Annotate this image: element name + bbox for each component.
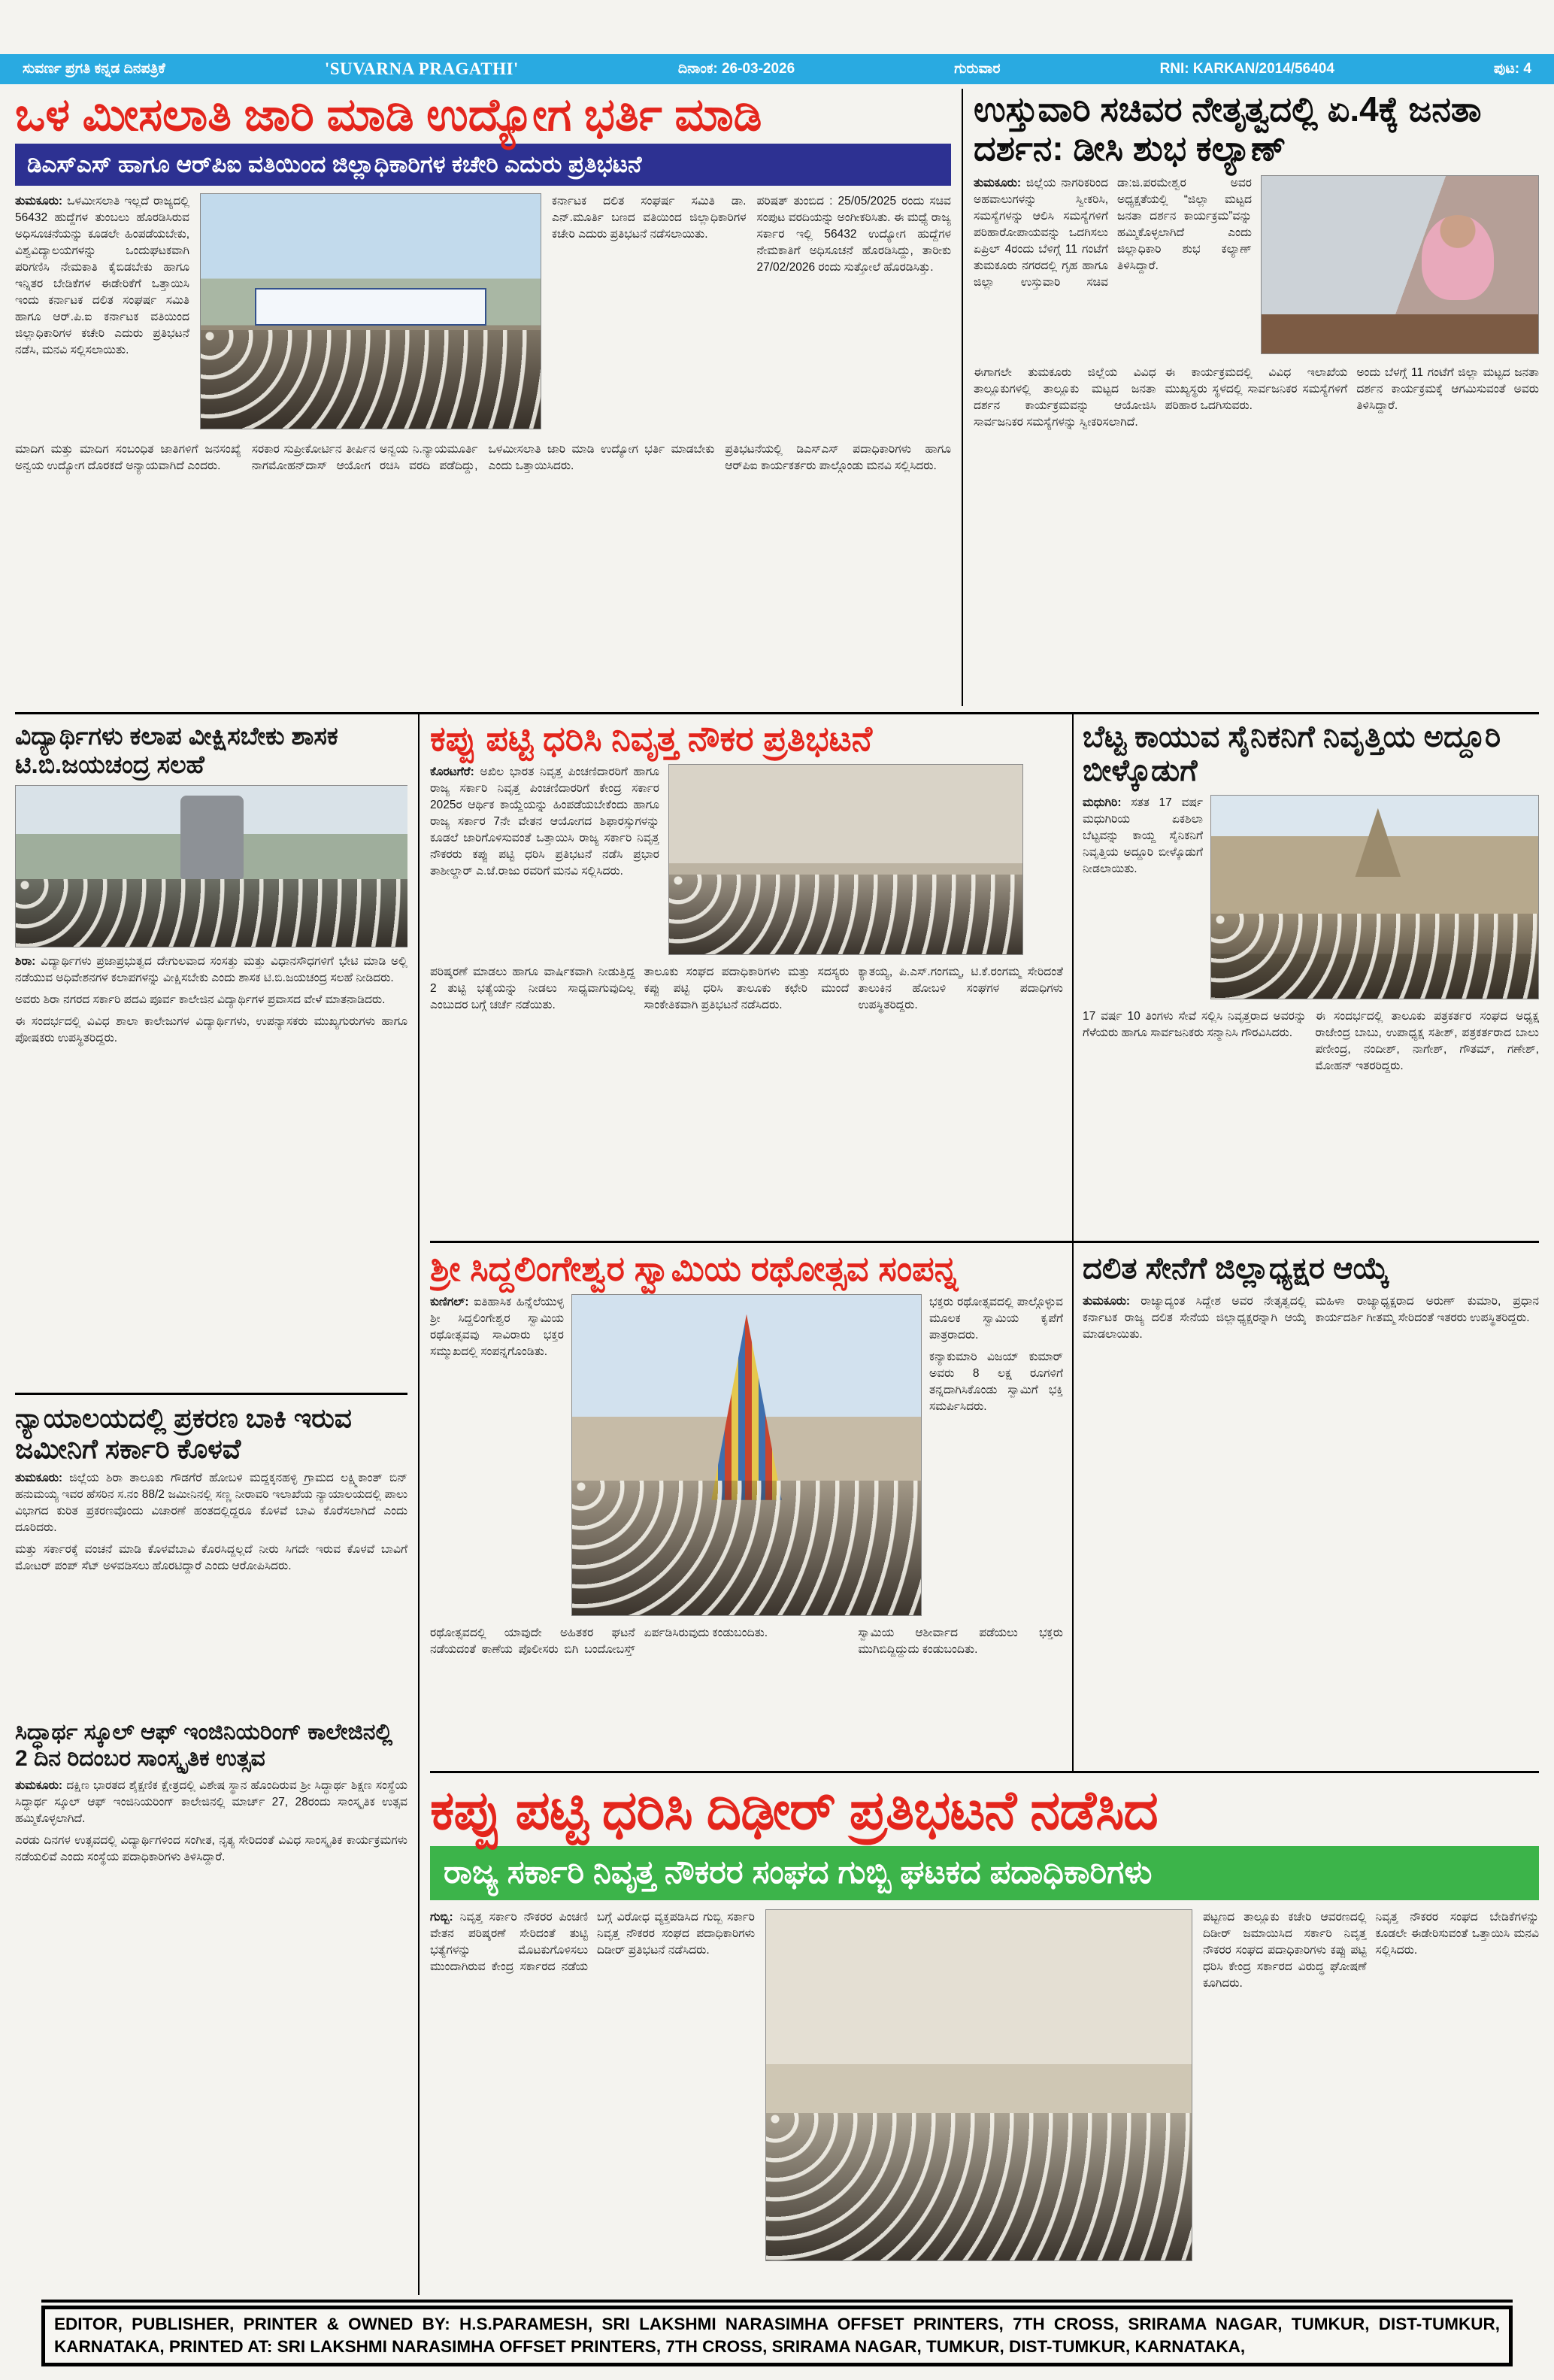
dateline: ತುಮಕೂರು: (1083, 1294, 1131, 1308)
article-body-columns: ಮಾದಿಗ ಮತ್ತು ಮಾದಿಗ ಸಂಬಂಧಿತ ಜಾತಿಗಳಿಗೆ ಜನಸಂಖ್ಯೆ ಅನ್ವಯ ಉದ್ಯೋಗ ದೊರಕದೆ ಅನ್ಯಾಯವಾಗಿದೆ ಎಂದರು. ಸರಕಾರ ಸುಪ್ರೀಕೋರ್ಟಿನ ತೀರ್ಪಿನ ಅನ್ವಯ ನಿ.ನ್ಯಾಯಮೂರ್ತಿ ನಾಗಮೋಹನ್‌ದಾಸ್ ಆಯೋಗ ರಚಿಸಿ ವರದಿ ಪಡೆದಿದ್ದು, ಒಳಮೀಸಲಾತಿ ಜಾರಿ ಮಾಡಿ ಉದ್ಯೋಗ ಭರ್ತಿ ಮಾಡಬೇಕು ಎಂದು ಒತ್ತಾಯಿಸಿದರು. ಪ್ರತಿಭಟನೆಯಲ್ಲಿ ಡಿಎಸ್‌ಎಸ್ ಪದಾಧಿಕಾರಿಗಳು ಹಾಗೂ ಆರ್‌ಪಿಐ ಕಾರ್ಯಕರ್ತರು ಪಾಲ್ಗೊಂಡು ಮನವಿ ಸಲ್ಲಿಸಿದರು. (15, 442, 951, 472)
footer-divider (41, 2300, 1513, 2303)
article-gubbi-protest (430, 1773, 1539, 2295)
headline-students-assembly: ವಿದ್ಯಾರ್ಥಿಗಳು ಕಲಾಪ ವೀಕ್ಷಿಸಬೇಕು ಶಾಸಕ ಟಿ.ಬಿ.ಜಯಚಂದ್ರ ಸಲಹೆ (15, 721, 338, 778)
dateline: ತುಮಕೂರು: (15, 1779, 63, 1793)
article-body-columns: ಈಗಾಗಲೇ ತುಮಕೂರು ಜಿಲ್ಲೆಯ ವಿವಿಧ ತಾಲ್ಲೂಕುಗಳಲ್ಲಿ ತಾಲ್ಲೂಕು ಮಟ್ಟದ ಜನತಾ ದರ್ಶನ ಕಾರ್ಯಕ್ರಮವನ್ನು ಆಯೋಜಿಸಿ ಸಾರ್ವಜನಿಕರ ಸಮಸ್ಯೆಗಳನ್ನು ಸ್ವೀಕರಿಸಲಾಗಿದೆ. ಈ ಕಾರ್ಯಕ್ರಮದಲ್ಲಿ ವಿವಿಧ ಇಲಾಖೆಯ ಮುಖ್ಯಸ್ಥರು ಸ್ಥಳದಲ್ಲಿ ಸಾರ್ವಜನಿಕರ ಸಮಸ್ಯೆಗಳಿಗೆ ಪರಿಹಾರ ಒದಗಿಸುವರು. ಅಂದು ಬೆಳಗ್ಗೆ 11 ಗಂಟೆಗೆ ಜಿಲ್ಲಾ ಮಟ್ಟದ ಜನತಾ ದರ್ಶನ ಕಾರ್ಯಕ್ರಮಕ್ಕೆ ಆಗಮಿಸುವಂತೆ ಅವರು ತಿಳಿಸಿದ್ದಾರೆ. (974, 366, 1539, 429)
festival-row (430, 1243, 1539, 1773)
dateline: ತುಮಕೂರು: (974, 177, 1022, 190)
masthead-date: ದಿನಾಂಕ: 26-03-2026 (677, 61, 795, 77)
photo-dss-rpi-protest-group (200, 193, 541, 429)
article-inner-reservation (15, 89, 963, 706)
article-body-column: ತುಮಕೂರು: ಒಳಮೀಸಲಾತಿ ಇಲ್ಲದೆ ರಾಜ್ಯದಲ್ಲಿ 56432 ಹುದ್ದೆಗಳ ತುಂಬಲು ಹೊರಡಿಸಿರುವ ಅಧಿಸೂಚನೆಯನ್ನು ಕೂಡಲೇ ಹಿಂಪಡೆಯಬೇಕು, ವಿಶ್ವವಿದ್ಯಾಲಯಗಳನ್ನು ಒಂದುಘಟಕವಾಗಿ ಪರಿಗಣಿಸಿ ನೇಮಕಾತಿ ಕೈಬಿಡಬೇಕು ಹಾಗೂ ಇನ್ನಿತರ ಬೇಡಿಕೆಗಳ ಈಡೇರಿಕೆಗೆ ಒತ್ತಾಯಿಸಿ ಇಂದು ಕರ್ನಾಟಕ ದಲಿತ ಸಂಘರ್ಷ ಸಮಿತಿ ಹಾಗೂ ಆರ್.ಪಿ.ಐ ಕರ್ನಾಟಕ ವತಿಯಿಂದ ಜಿಲ್ಲಾಧಿಕಾರಿಗಳ ಕಚೇರಿ ಎದುರು ಪ್ರತಿಭಟನೆ ನಡೆಸಿ, ಮನವಿ ಸಲ್ಲಿಸಲಾಯಿತು. (15, 194, 189, 356)
lower-section (15, 714, 1539, 2295)
article-body: ತುಮಕೂರು: ಜಿಲ್ಲೆಯ ಶಿರಾ ತಾಲೂಕು ಗೌಡಗೆರೆ ಹೋಬಳಿ ಮದ್ದಕ್ಕನಹಳ್ಳಿ ಗ್ರಾಮದ ಲಕ್ಷ್ಮಿಕಾಂತ್ ಬಿನ್ ಹನುಮಯ್ಯ ಇವರ ಹೆಸರಿನ ಸ.ನಂ 88/2 ಜಮೀನಿನಲ್ಲಿ ಸಣ್ಣ ನೀರಾವರಿ ಇಲಾಖೆಯ ನ್ಯಾಯಾಲಯದಲ್ಲಿ ಪಾಲು ವಿಭಾಗದ ಕುರಿತ ಪ್ರಕರಣವೊಂದು ವಿಚಾರಣೆ ಹಂತದಲ್ಲಿದ್ದರೂ ಕೊಳವೆ ಬಾವಿ ಕೊರೆಸಲಾಗಿದೆ ಎಂದು ದೂರಿದರು. ಮತ್ತು ಸರ್ಕಾರಕ್ಕೆ ವಂಚನೆ ಮಾಡಿ ಕೊಳವೆಬಾವಿ ಕೊರಸಿದ್ದಲ್ಲದೆ ನೀರು ಸಿಗದೇ ಇರುವ ಕೊಳವೆ ಬಾವಿಗೆ ಮೋಟರ್ ಪಂಪ್ ಸೆಟ್ ಅಳವಡಿಸಲು ಹೊರಟಿದ್ದಾರೆ ಎಂದು ಆರೋಪಿಸಿದರು. (15, 1471, 407, 1572)
imprint-box (41, 2306, 1513, 2366)
article-body-columns: ಕರ್ನಾಟಕ ದಲಿತ ಸಂಘರ್ಷ ಸಮಿತಿ ಡಾ. ಎನ್.ಮೂರ್ತಿ ಬಣದ ವತಿಯಿಂದ ಜಿಲ್ಲಾಧಿಕಾರಿಗಳ ಕಚೇರಿ ಎದುರು ಪ್ರತಿಭಟನೆ ನಡೆಸಲಾಯಿತು. ಪರಿಷತ್ ತುಂಬಿದ : 25/05/2025 ರಂದು ಸಚಿವ ಸಂಪುಟ ವರದಿಯನ್ನು ಅಂಗೀಕರಿಸಿತು. ಈ ಮಧ್ಯೆ ರಾಜ್ಯ ಸರ್ಕಾರ ಇಲ್ಲಿ 56432 ಉದ್ಯೋಗ ಹುದ್ದೆಗಳ ನೇಮಕಾತಿಗೆ ಅಧಿಸೂಚನೆ ಹೊರಡಿಸಿದ್ದು, ತಾರೀಕು 27/02/2026 ರಂದು ಸುತ್ತೋಲೆ ಹೊರಡಿಸಿತ್ತು. (552, 194, 951, 274)
photo-retired-employees-protest (668, 764, 1023, 955)
photo-dc-shubha-kalyan-office (1261, 175, 1539, 354)
left-column (15, 714, 420, 2295)
dateline: ಗುಬ್ಬಿ: (430, 1910, 453, 1924)
article-rathotsava (430, 1243, 1074, 1771)
article-body-column: ಮಧುಗಿರಿ: ಸತತ 17 ವರ್ಷ ಮಧುಗಿರಿಯ ಏಕಶಿಲಾ ಬೆಟ್ಟವನ್ನು ಕಾಯ್ದ ಸೈನಿಕನಿಗೆ ನಿವೃತ್ತಿಯ ಅದ್ದೂರಿ ಬೀಳ್ಕೊಡುಗೆ ನೀಡಲಾಯಿತು. (1083, 796, 1203, 876)
article-body-columns: ರಥೋತ್ಸವದಲ್ಲಿ ಯಾವುದೇ ಅಹಿತಕರ ಘಟನೆ ನಡೆಯದಂತೆ ಠಾಣೆಯ ಪೊಲೀಸರು ಬಿಗಿ ಬಂದೋಬಸ್ತ್ ಏರ್ಪಡಿಸಿರುವುದು ಕಂಡುಬಂದಿತು. ಸ್ವಾಮಿಯ ಆಶೀರ್ವಾದ ಪಡೆಯಲು ಭಕ್ತರು ಮುಗಿಬಿದ್ದಿದ್ದುದು ಕಂಡುಬಂದಿತು. (430, 1627, 1063, 1657)
article-body: ಶಿರಾ: ವಿದ್ಯಾರ್ಥಿಗಳು ಪ್ರಜಾಪ್ರಭುತ್ವದ ದೇಗುಲವಾದ ಸಂಸತ್ತು ಮತ್ತು ವಿಧಾನಸೌಧಗಳಿಗೆ ಭೇಟಿ ಮಾಡಿ ಅಲ್ಲಿ ನಡೆಯುವ ಅಧಿವೇಶನಗಳ ಕಲಾಪಗಳನ್ನು ವೀಕ್ಷಿಸಬೇಕು ಎಂದು ಶಾಸಕ ಟಿ.ಬಿ.ಜಯಚಂದ್ರ ಸಲಹೆ ನೀಡಿದರು. ಅವರು ಶಿರಾ ನಗರದ ಸರ್ಕಾರಿ ಪದವಿ ಪೂರ್ವ ಕಾಲೇಜಿನ ವಿದ್ಯಾರ್ಥಿಗಳ ಪ್ರವಾಸದ ವೇಳೆ ಮಾತನಾಡಿದರು. ಈ ಸಂದರ್ಭದಲ್ಲಿ ವಿವಿಧ ಶಾಲಾ ಕಾಲೇಜುಗಳ ವಿದ್ಯಾರ್ಥಿಗಳು, ಉಪನ್ಯಾಸಕರು ಮುಖ್ಯಗುರುಗಳು ಹಾಗೂ ಪೋಷಕರು ಉಪಸ್ಥಿತರಿದ್ದರು. (15, 954, 407, 1044)
article-hill-soldier-farewell (1074, 714, 1539, 1241)
article-body-columns: ತುಮಕೂರು: ಜಿಲ್ಲೆಯ ನಾಗರಿಕರಿಂದ ಅಹವಾಲುಗಳನ್ನು ಸ್ವೀಕರಿಸಿ, ಸಮಸ್ಯೆಗಳನ್ನು ಆಲಿಸಿ ಸಮಸ್ಯೆಗಳಿಗೆ ಪರಿಹಾರೋಪಾಯವನ್ನು ಒದಗಿಸಲು ಏಪ್ರಿಲ್ 4ರಂದು ಬೆಳಿಗ್ಗೆ 11 ಗಂಟೆಗೆ ತುಮಕೂರು ನಗರದಲ್ಲಿ ಗೃಹ ಹಾಗೂ ಜಿಲ್ಲಾ ಉಸ್ತುವಾರಿ ಸಚಿವ ಡಾ:ಜಿ.ಪರಮೇಶ್ವರ ಅವರ ಅಧ್ಯಕ್ಷತೆಯಲ್ಲಿ “ಜಿಲ್ಲಾ ಮಟ್ಟದ ಜನತಾ ದರ್ಶನ ಕಾರ್ಯಕ್ರಮ”ವನ್ನು ಹಮ್ಮಿಕೊಳ್ಳಲಾಗಿದೆ ಎಂದು ಜಿಲ್ಲಾಧಿಕಾರಿ ಶುಭ ಕಲ್ಯಾಣ್ ತಿಳಿಸಿದ್ದಾರೆ. (974, 177, 1252, 290)
subheadline-dss-rpi-protest: ಡಿಎಸ್‌ಎಸ್ ಹಾಗೂ ಆರ್‌ಪಿಐ ವತಿಯಿಂದ ಜಿಲ್ಲಾಧಿಕಾರಿಗಳ ಕಚೇರಿ ಎದುರು ಪ್ರತಿಭಟನೆ (15, 144, 951, 186)
article-body: ತುಮಕೂರು: ದಕ್ಷಿಣ ಭಾರತದ ಶೈಕ್ಷಣಿಕ ಕ್ಷೇತ್ರದಲ್ಲಿ ವಿಶೇಷ ಸ್ಥಾನ ಹೊಂದಿರುವ ಶ್ರೀ ಸಿದ್ಧಾರ್ಥ ಶಿಕ್ಷಣ ಸಂಸ್ಥೆಯ ಸಿದ್ಧಾರ್ಥ ಸ್ಕೂಲ್ ಆಫ್ ಇಂಜಿನಿಯರಿಂಗ್ ಕಾಲೇಜಿನಲ್ಲಿ ಮಾರ್ಚ್ 27, 28ರಂದು ಸಾಂಸ್ಕೃತಿಕ ಉತ್ಸವ ಹಮ್ಮಿಕೊಳ್ಳಲಾಗಿದೆ. ಎರಡು ದಿನಗಳ ಉತ್ಸವದಲ್ಲಿ ವಿದ್ಯಾರ್ಥಿಗಳಿಂದ ಸಂಗೀತ, ನೃತ್ಯ ಸೇರಿದಂತೆ ವಿವಿಧ ಸಾಂಸ್ಕೃತಿಕ ಕಾರ್ಯಕ್ರಮಗಳು ನಡೆಯಲಿವೆ ಎಂದು ಸಂಸ್ಥೆಯ ಪದಾಧಿಕಾರಿಗಳು ತಿಳಿಸಿದ್ದಾರೆ. (15, 1779, 407, 1864)
dateline: ಶಿರಾ: (15, 954, 36, 968)
article-body-columns: 17 ವರ್ಷ 10 ತಿಂಗಳು ಸೇವೆ ಸಲ್ಲಿಸಿ ನಿವೃತ್ತರಾದ ಅವರನ್ನು ಗೆಳೆಯರು ಹಾಗೂ ಸಾರ್ವಜನಿಕರು ಸನ್ಮಾನಿಸಿ ಗೌರವಿಸಿದರು. ಈ ಸಂದರ್ಭದಲ್ಲಿ ತಾಲೂಕು ಪತ್ರಕರ್ತರ ಸಂಘದ ಅಧ್ಯಕ್ಷ ರಾಜೇಂದ್ರ ಬಾಬು, ಉಪಾಧ್ಯಕ್ಷ ಸತೀಶ್, ಪತ್ರಕರ್ತರಾದ ಬಾಲು ಪಣೀಂದ್ರ, ನಂದೀಶ್, ನಾಗೇಶ್, ಗೌತಮ್, ಗಣೇಶ್, ಮೋಹನ್ ಇತರರಿದ್ದರು. (1083, 1010, 1539, 1073)
headline-black-badge-protest: ಕಪ್ಪು ಪಟ್ಟಿ ಧರಿಸಿ ನಿವೃತ್ತ ನೌಕರ ಪ್ರತಿಭಟನೆ (430, 718, 873, 758)
photo-madhugiri-hill-sendoff (1210, 795, 1539, 999)
article-body-column: ಕೊರಟಗೆರೆ: ಅಖಿಲ ಭಾರತ ನಿವೃತ್ತ ಪಿಂಚಣಿದಾರರಿಗೆ ಹಾಗೂ ರಾಜ್ಯ ಸರ್ಕಾರಿ ನಿವೃತ್ತ ಪಿಂಚಣಿದಾರರಿಗೆ ಕೇಂದ್ರ ಸರ್ಕಾರ 2025ರ ಆರ್ಥಿಕ ಕಾಯ್ದೆಯನ್ನು ಹಿಂಪಡೆಯಬೇಕೆಂದು ಹಾಗೂ ರಾಜ್ಯ ಸರ್ಕಾರ 7ನೇ ವೇತನ ಆಯೋಗದ ಶಿಫಾರಸ್ಸುಗಳನ್ನು ಕೂಡಲೆ ಜಾರಿಗೊಳಿಸುವಂತೆ ಒತ್ತಾಯಿಸಿ ರಾಜ್ಯ ಸರ್ಕಾರಿ ನಿವೃತ್ತ ನೌಕರರು ಕಪ್ಪು ಪಟ್ಟಿ ಧರಿಸಿ ಪ್ರತಿಭಟನೆ ನಡೆಸಿ ಪ್ರಭಾರ ತಾಶೀಲ್ದಾರ್ ಎ.ಜೆ.ರಾಜು ರವರಿಗೆ ಮನವಿ ಸಲ್ಲಿಸಿದರು. (430, 766, 659, 878)
article-black-badge-protest (430, 714, 1074, 1241)
photo-gubbi-sitting-protest (765, 1909, 1192, 2261)
article-body-columns: ಗುಬ್ಬಿ: ನಿವೃತ್ತ ಸರ್ಕಾರಿ ನೌಕರರ ಪಿಂಚಣಿ ವೇತನ ಪರಿಷ್ಕರಣೆ ಸೇರಿದಂತೆ ತುಟ್ಟಿ ಭತ್ಯೆಗಳನ್ನು ಮೊಟಕುಗೊಳಿಸಲು ಮುಂದಾಗಿರುವ ಕೇಂದ್ರ ಸರ್ಕಾರದ ನಡೆಯ ಬಗ್ಗೆ ವಿರೋಧ ವ್ಯಕ್ತಪಡಿಸಿದ ಗುಬ್ಬಿ ಸರ್ಕಾರಿ ನಿವೃತ್ತ ನೌಕರರ ಸಂಘದ ಪದಾಧಿಕಾರಿಗಳು ದಿಡೀರ್ ಪ್ರತಿಭಟನೆ ನಡೆಸಿದರು. (430, 1910, 755, 1973)
article-students-assembly (15, 714, 407, 1395)
dateline: ಕೊರಟಗೆರೆ: (430, 766, 474, 779)
photo-gandhi-statue-group (15, 785, 407, 947)
middle-row (430, 714, 1539, 1243)
newspaper-page (0, 84, 1554, 2295)
dateline: ಕುಣಿಗಲ್: (430, 1296, 469, 1309)
headline-hill-soldier-farewell: ಬೆಟ್ಟ ಕಾಯುವ ಸೈನಿಕನಿಗೆ ನಿವೃತ್ತಿಯ ಅದ್ದೂರಿ ಬೀಳ್ಕೊಡುಗೆ (1083, 720, 1501, 787)
paper-name-kannada: ಸುವರ್ಣ ಪ್ರಗತಿ ಕನ್ನಡ ದಿನಪತ್ರಿಕೆ (23, 61, 165, 77)
headline-rathotsava: ಶ್ರೀ ಸಿದ್ದಲಿಂಗೇಶ್ವರ ಸ್ವಾಮಿಯ ರಥೋತ್ಸವ ಸಂಪನ್ನ (430, 1248, 959, 1288)
headline-inner-reservation: ಒಳ ಮೀಸಲಾತಿ ಜಾರಿ ಮಾಡಿ ಉದ್ಯೋಗ ಭರ್ತಿ ಮಾಡಿ (15, 89, 762, 140)
headline-court-case-borewell: ನ್ಯಾಯಾಲಯದಲ್ಲಿ ಪ್ರಕರಣ ಬಾಕಿ ಇರುವ ಜಮೀನಿಗೆ ಸರ್ಕಾರಿ ಕೊಳವೆ (15, 1402, 352, 1464)
paper-name-english: 'SUVARNA PRAGATHI' (324, 59, 519, 78)
headline-janata-darshana: ಉಸ್ತುವಾರಿ ಸಚಿವರ ನೇತೃತ್ವದಲ್ಲಿ ಏ.4ಕ್ಕೆ ಜನತಾ ದರ್ಶನ: ಡೀಸಿ ಶುಭ ಕಲ್ಯಾಣ್ (974, 89, 1482, 168)
article-dalita-sene (1074, 1243, 1539, 1771)
article-court-case-borewell (15, 1395, 407, 1712)
dateline: ತುಮಕೂರು: (15, 194, 63, 208)
masthead-bar (0, 54, 1554, 84)
masthead-rni: RNI: KARKAN/2014/56404 (1159, 61, 1334, 77)
article-body-column: ಭಕ್ತರು ರಥೋತ್ಸವದಲ್ಲಿ ಪಾಲ್ಗೊಳ್ಳುವ ಮೂಲಕ ಸ್ವಾಮಿಯ ಕೃಪೆಗೆ ಪಾತ್ರರಾದರು. ಕನ್ಯಾಕುಮಾರಿ ವಿಜಯ್ ಕುಮಾರ್ ಅವರು 8 ಲಕ್ಷ ರೂಗಳಿಗೆ ತನ್ನದಾಗಿಸಿಕೊಂಡು ಸ್ವಾಮಿಗೆ ಭಕ್ತಿ ಸಮರ್ಪಿಸಿದರು. (929, 1296, 1063, 1414)
dateline: ತುಮಕೂರು: (15, 1471, 63, 1484)
masthead-day: ಗುರುವಾರ (954, 61, 1001, 77)
imprint-text: EDITOR, PUBLISHER, PRINTER & OWNED BY: H.S.PARAMESH, SRI LAKSHMI NARASIMHA OFFSET PRINTERS, 7TH CROSS, SRIRAMA NAGAR, TUMKUR, DIST-TUMKUR, KARNATAKA, PRINTED AT: SRI LAKSHMI NARASIMHA OFFSET PRINTERS, 7TH CROSS, SRIRAMA NAGAR, TUMKUR, DIST-TUMKUR, KARNATAKA, (54, 2314, 1500, 2356)
dateline: ಮಧುಗಿರಿ: (1083, 796, 1122, 810)
top-margin (0, 0, 1554, 54)
headline-gubbi-protest: ಕಪ್ಪು ಪಟ್ಟಿ ಧರಿಸಿ ದಿಢೀರ್ ಪ್ರತಿಭಟನೆ ನಡೆಸಿದ (430, 1780, 1158, 1841)
top-section (15, 89, 1539, 714)
article-body-columns: ಪಟ್ಟಣದ ತಾಲ್ಲೂಕು ಕಚೇರಿ ಆವರಣದಲ್ಲಿ ದಿಡೀರ್ ಜಮಾಯಿಸಿದ ಸರ್ಕಾರಿ ನಿವೃತ್ತ ನೌಕರರ ಸಂಘದ ಪದಾಧಿಕಾರಿಗಳು ಕಪ್ಪು ಪಟ್ಟಿ ಧರಿಸಿ ಕೇಂದ್ರ ಸರ್ಕಾರದ ವಿರುದ್ಧ ಘೋಷಣೆ ಕೂಗಿದರು. ನಿವೃತ್ತ ನೌಕರರ ಸಂಘದ ಬೇಡಿಕೆಗಳನ್ನು ಕೂಡಲೇ ಈಡೇರಿಸುವಂತೆ ಒತ್ತಾಯಿಸಿ ಮನವಿ ಸಲ್ಲಿಸಿದರು. (1203, 1910, 1539, 1990)
subheadline-gubbi-protest: ರಾಜ್ಯ ಸರ್ಕಾರಿ ನಿವೃತ್ತ ನೌಕರರ ಸಂಘದ ಗುಬ್ಬಿ ಘಟಕದ ಪದಾಧಿಕಾರಿಗಳು (430, 1846, 1539, 1899)
article-body-columns: ತುಮಕೂರು: ರಾಜ್ಯಾದ್ಯಂತ ಸಿದ್ದೇಶ ಅವರ ನೇತೃತ್ವದಲ್ಲಿ ಕರ್ನಾಟಕ ರಾಜ್ಯ ದಲಿತ ಸೇನೆಯ ಜಿಲ್ಲಾಧ್ಯಕ್ಷರನ್ನಾಗಿ ಆಯ್ಕೆ ಮಾಡಲಾಯಿತು. ಮಹಿಳಾ ರಾಜ್ಯಾಧ್ಯಕ್ಷರಾದ ಅರುಣ್ ಕುಮಾರಿ, ಪ್ರಧಾನ ಕಾರ್ಯದರ್ಶಿ ಗೀತಮ್ಮ ಸೇರಿದಂತೆ ಇತರರು ಉಪಸ್ಥಿತರಿದ್ದರು. (1083, 1294, 1539, 1341)
photo-chariot-festival-crowd (571, 1294, 922, 1616)
headline-siddhartha-college-fest: ಸಿದ್ಧಾರ್ಥ ಸ್ಕೂಲ್ ಆಫ್ ಇಂಜಿನಿಯರಿಂಗ್ ಕಾಲೇಜಿನಲ್ಲಿ 2 ದಿನ ರಿದಂಬರ ಸಾಂಸ್ಕೃತಿಕ ಉತ್ಸವ (15, 1719, 393, 1771)
masthead-page-number: ಪುಟ: 4 (1493, 61, 1531, 77)
article-siddhartha-college-fest (15, 1712, 407, 1872)
article-body-column: ಕುಣಿಗಲ್: ಐತಿಹಾಸಿಕ ಹಿನ್ನೆಲೆಯುಳ್ಳ ಶ್ರೀ ಸಿದ್ದಲಿಂಗೇಶ್ವರ ಸ್ವಾಮಿಯ ರಥೋತ್ಸವವು ಸಾವಿರಾರು ಭಕ್ತರ ಸಮ್ಮುಖದಲ್ಲಿ ಸಂಪನ್ನಗೊಂಡಿತು. (430, 1296, 564, 1359)
article-body-columns: ಪರಿಷ್ಕರಣೆ ಮಾಡಲು ಹಾಗೂ ವಾರ್ಷಿಕವಾಗಿ ನೀಡುತ್ತಿದ್ದ 2 ತುಟ್ಟಿ ಭತ್ಯೆಯನ್ನು ನೀಡಲು ಸಾಧ್ಯವಾಗುವುದಿಲ್ಲ ಎಂಬುದರ ಬಗ್ಗೆ ಚರ್ಚೆ ನಡೆಯಿತು. ತಾಲೂಕು ಸಂಘದ ಪದಾಧಿಕಾರಿಗಳು ಮತ್ತು ಸದಸ್ಯರು ಕಪ್ಪು ಪಟ್ಟಿ ಧರಿಸಿ ತಾಲೂಕು ಕಛೇರಿ ಮುಂದೆ ಸಾಂಕೇತಿಕವಾಗಿ ಪ್ರತಿಭಟನೆ ನಡೆಸಿದರು. ಕ್ಯಾತಯ್ಯ, ಪಿ.ಎಸ್.ಗಂಗಮ್ಮ, ಟಿ.ಕೆ.ರಂಗಮ್ಮ ಸೇರಿದಂತೆ ತಾಲುಕಿನ ಹೋಬಳಿ ಸಂಘಗಳ ಪದಾಧಿಗಳು ಉಪಸ್ಥಿತರಿದ್ದರು. (430, 966, 1063, 1012)
right-area (420, 714, 1539, 2295)
headline-dalita-sene: ದಲಿತ ಸೇನೆಗೆ ಜಿಲ್ಲಾಧ್ಯಕ್ಷರ ಆಯ್ಕೆ (1083, 1251, 1389, 1285)
footer (0, 2300, 1554, 2366)
article-janata-darshana (963, 89, 1539, 706)
